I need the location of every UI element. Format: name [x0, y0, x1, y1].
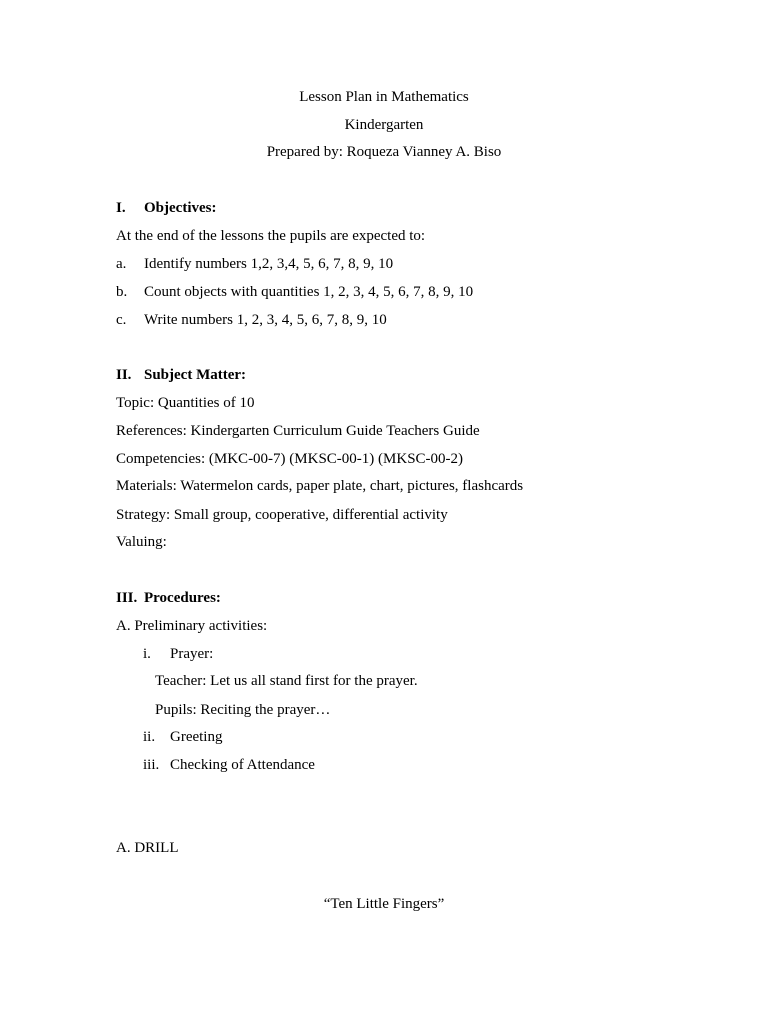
pupils-line: Pupils: Reciting the prayer…: [155, 702, 331, 718]
teacher-line: Teacher: Let us all stand first for the prayer.: [155, 673, 418, 689]
objectives-intro: At the end of the lessons the pupils are expected to:: [116, 228, 426, 244]
drill-heading: A. DRILL: [116, 840, 179, 856]
procedures-heading: Procedures:: [144, 590, 221, 606]
subject-materials: Materials: Watermelon cards, paper plate, chart, pictures, flashcards: [116, 478, 524, 494]
subject-strategy: Strategy: Small group, cooperative, differential activity: [116, 507, 448, 523]
objective-marker: b.: [116, 284, 128, 300]
procedure-marker: ii.: [143, 729, 156, 745]
objectives-numeral: I.: [116, 200, 126, 216]
procedure-text: Greeting: [170, 729, 223, 745]
objective-marker: a.: [116, 256, 127, 272]
objective-text: Write numbers 1, 2, 3, 4, 5, 6, 7, 8, 9, 10: [144, 312, 387, 328]
subject-matter-numeral: II.: [116, 367, 132, 383]
subject-matter-heading: Subject Matter:: [144, 367, 247, 383]
subject-competencies: Competencies: (MKC-00-7) (MKSC-00-1) (MKSC-00-2): [116, 451, 464, 467]
subject-references: References: Kindergarten Curriculum Guide Teachers Guide: [116, 423, 480, 439]
grade-level: Kindergarten: [344, 117, 424, 133]
objective-text: Count objects with quantities 1, 2, 3, 4, 5, 6, 7, 8, 9, 10: [144, 284, 474, 300]
preliminary-activities: A. Preliminary activities:: [116, 618, 268, 634]
objective-marker: c.: [116, 312, 127, 328]
subject-valuing: Valuing:: [116, 534, 167, 550]
procedures-numeral: III.: [116, 590, 138, 606]
subject-topic: Topic: Quantities of 10: [116, 395, 255, 411]
prepared-by: Prepared by: Roqueza Vianney A. Biso: [266, 144, 502, 160]
procedure-text: Checking of Attendance: [170, 757, 315, 773]
document-title: Lesson Plan in Mathematics: [299, 89, 469, 105]
procedure-marker: iii.: [143, 757, 160, 773]
objectives-heading: Objectives:: [144, 200, 217, 216]
procedure-text: Prayer:: [170, 646, 214, 662]
objective-text: Identify numbers 1,2, 3,4, 5, 6, 7, 8, 9, 10: [144, 256, 394, 272]
procedure-marker: i.: [143, 646, 151, 662]
song-title: “Ten Little Fingers”: [323, 896, 445, 912]
